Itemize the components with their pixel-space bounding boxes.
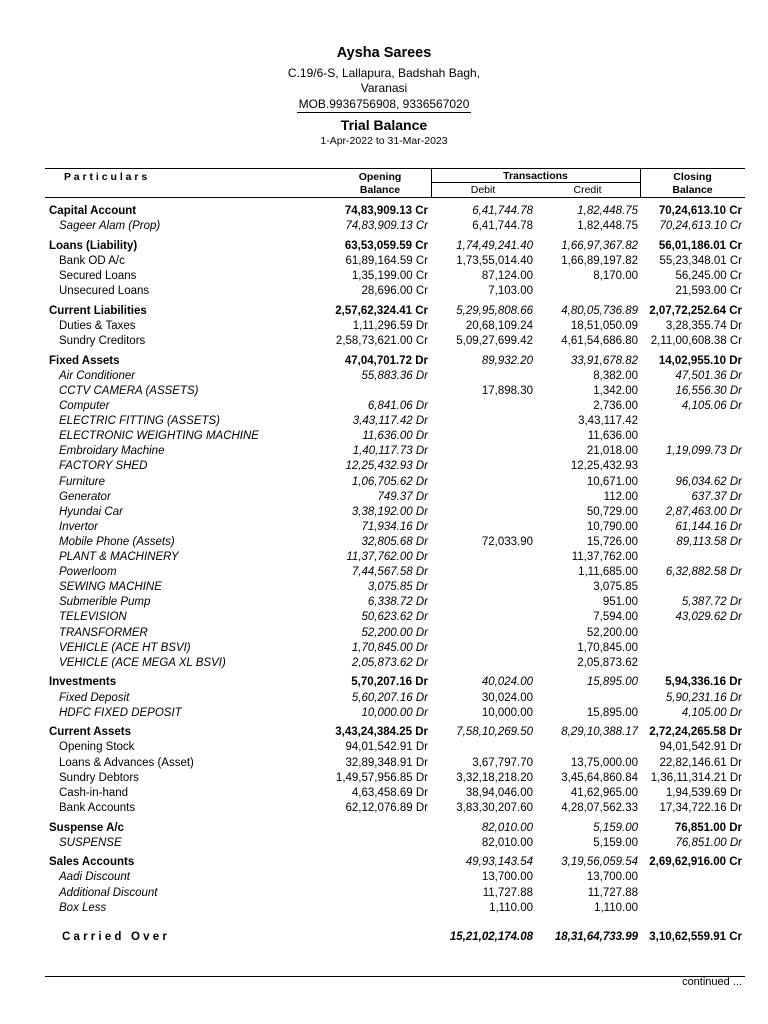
debit-amount: 1,73,55,014.40 <box>456 254 533 267</box>
opening-balance: 1,70,845.00 Dr <box>351 641 428 654</box>
closing-balance: 6,32,882.58 Dr <box>665 566 742 579</box>
report-period: 1-Apr-2022 to 31-Mar-2023 <box>320 135 448 147</box>
opening-balance: 1,40,117.73 Dr <box>352 445 428 458</box>
credit-amount: 50,729.00 <box>586 505 638 518</box>
credit-amount: 3,43,117.42 <box>578 415 638 428</box>
closing-balance: 2,69,62,916.00 Cr <box>649 856 742 869</box>
ledger-label: VEHICLE (ACE MEGA XL BSVI) <box>59 656 226 669</box>
ledger-label: Bank Accounts <box>59 801 136 814</box>
ledger-label: CCTV CAMERA (ASSETS) <box>59 384 199 397</box>
credit-amount: 951.00 <box>602 596 638 609</box>
credit-amount: 13,700.00 <box>586 871 638 884</box>
credit-amount: 1,66,97,367.82 <box>561 239 638 252</box>
opening-balance: 12,25,432.93 Dr <box>345 460 428 473</box>
ledger-label: ELECTRONIC WEIGHTING MACHINE <box>59 430 259 443</box>
opening-balance-header: Balance <box>359 184 401 196</box>
opening-balance: 62,12,076.89 Dr <box>345 801 428 814</box>
opening-balance: 74,83,909.13 Cr <box>345 220 428 233</box>
mobile-wrap <box>0 95 768 113</box>
closing-balance: 16,556.30 Dr <box>675 384 742 397</box>
opening-balance: 1,06,705.62 Dr <box>351 475 428 488</box>
group-label: Current Liabilities <box>49 304 147 317</box>
opening-balance: 2,57,62,324.41 Cr <box>335 304 428 317</box>
ledger-label: Mobile Phone (Assets) <box>59 535 175 548</box>
report-title: Trial Balance <box>340 117 428 133</box>
ledger-label: Computer <box>59 400 110 412</box>
company-name: Aysha Sarees <box>336 45 432 61</box>
address-line-2: Varanasi <box>360 81 408 95</box>
credit-amount: 1,66,89,197.82 <box>561 254 638 267</box>
carried-over-credit: 18,31,64,733.99 <box>554 931 638 943</box>
ledger-label: Cash-in-hand <box>59 786 129 799</box>
opening-balance: 52,200.00 Dr <box>361 626 428 639</box>
closing-balance: 56,245.00 Cr <box>675 270 742 282</box>
group-label: Fixed Assets <box>49 354 120 367</box>
debit-amount: 82,010.00 <box>481 836 533 849</box>
credit-amount: 1,342.00 <box>593 384 638 397</box>
closing-balance: 4,105.00 Dr <box>681 706 742 719</box>
transactions-header: Transactions <box>503 170 568 182</box>
opening-balance: 55,883.36 Dr <box>361 369 428 382</box>
credit-amount: 8,29,10,388.17 <box>561 726 638 739</box>
opening-balance: 50,623.62 Dr <box>361 611 428 624</box>
group-label: Investments <box>49 676 117 689</box>
ledger-label: HDFC FIXED DEPOSIT <box>59 706 182 719</box>
ledger-label: Generator <box>59 490 111 503</box>
ledger-label: Sageer Alam (Prop) <box>59 220 161 233</box>
debit-amount: 7,58,10,269.50 <box>456 726 533 739</box>
ledger-label: Secured Loans <box>59 270 137 282</box>
closing-balance: 96,034.62 Dr <box>675 475 742 488</box>
opening-header: Opening <box>358 171 402 183</box>
credit-amount: 3,19,56,059.54 <box>561 856 638 869</box>
debit-amount: 5,29,95,808.66 <box>456 304 533 317</box>
footer-rule <box>45 976 745 977</box>
ledger-label: Furniture <box>59 475 106 488</box>
closing-balance: 47,501.36 Dr <box>675 369 742 382</box>
continued-note: continued ... <box>682 976 742 988</box>
ledger-label: Aadi Discount <box>59 871 130 884</box>
debit-amount: 10,000.00 <box>481 706 533 719</box>
closing-balance: 637.37 Dr <box>691 490 742 503</box>
credit-amount: 1,11,685.00 <box>578 566 638 579</box>
opening-balance: 749.37 Dr <box>377 490 428 503</box>
credit-amount: 4,80,05,736.89 <box>561 304 638 317</box>
opening-balance: 2,58,73,621.00 Cr <box>335 335 428 347</box>
credit-amount: 3,075.85 <box>593 581 638 594</box>
ledger-label: Embroidary Machine <box>59 445 165 458</box>
debit-amount: 87,124.00 <box>481 270 533 282</box>
opening-balance: 94,01,542.91 Dr <box>345 741 428 754</box>
opening-balance: 32,89,348.91 Dr <box>345 756 428 769</box>
credit-amount: 4,61,54,686.80 <box>561 335 638 347</box>
closing-balance: 2,72,24,265.58 Dr <box>649 726 742 739</box>
opening-balance: 3,38,192.00 Dr <box>351 505 428 518</box>
credit-amount: 41,62,965.00 <box>570 786 638 799</box>
debit-amount: 20,68,109.24 <box>465 319 533 332</box>
closing-balance: 1,36,11,314.21 Dr <box>650 771 742 784</box>
credit-amount: 33,91,678.82 <box>570 354 638 367</box>
ledger-label: TRANSFORMER <box>59 626 148 639</box>
credit-amount: 18,51,050.09 <box>570 319 638 332</box>
debit-amount: 1,110.00 <box>489 901 533 914</box>
ledger-label: FACTORY SHED <box>59 460 148 473</box>
address-line-1: C.19/6-S, Lallapura, Badshah Bagh, <box>287 66 481 80</box>
closing-balance: 61,144.16 Dr <box>675 520 742 533</box>
ledger-label: Sundry Debtors <box>59 771 139 784</box>
closing-balance: 2,87,463.00 Dr <box>665 505 742 518</box>
closing-balance: 2,11,00,608.38 Cr <box>650 335 742 347</box>
credit-amount: 1,82,448.75 <box>577 205 638 217</box>
closing-balance-header: Balance <box>672 184 713 196</box>
opening-balance: 6,338.72 Dr <box>367 596 428 609</box>
debit-amount: 89,932.20 <box>481 354 533 367</box>
credit-header: Credit <box>573 184 602 196</box>
opening-balance: 1,35,199.00 Cr <box>351 270 428 282</box>
header-bottom-rule <box>45 197 745 198</box>
ledger-label: Air Conditioner <box>59 369 136 382</box>
opening-balance: 2,05,873.62 Dr <box>351 656 428 669</box>
ledger-label: VEHICLE (ACE HT BSVI) <box>59 641 191 654</box>
credit-amount: 21,018.00 <box>586 445 638 458</box>
opening-balance: 71,934.16 Dr <box>361 520 428 533</box>
credit-amount: 4,28,07,562.33 <box>561 801 638 814</box>
closing-balance: 21,593.00 Cr <box>675 285 742 298</box>
debit-amount: 7,103.00 <box>488 285 533 298</box>
credit-amount: 10,671.00 <box>586 475 638 488</box>
credit-amount: 5,159.00 <box>593 821 638 834</box>
ledger-label: Opening Stock <box>59 741 135 754</box>
debit-amount: 30,024.00 <box>481 691 533 704</box>
credit-amount: 10,790.00 <box>586 520 638 533</box>
debit-amount: 3,32,18,218.20 <box>456 771 533 784</box>
credit-amount: 52,200.00 <box>586 626 638 639</box>
credit-amount: 15,895.00 <box>586 676 638 689</box>
credit-amount: 15,895.00 <box>586 706 638 719</box>
credit-amount: 8,170.00 <box>593 270 638 282</box>
closing-balance: 55,23,348.01 Cr <box>659 254 742 267</box>
particulars-header: P a r t i c u l a r s <box>64 171 148 183</box>
credit-amount: 2,736.00 <box>593 400 638 412</box>
debit-amount: 49,93,143.54 <box>465 856 533 869</box>
credit-amount: 2,05,873.62 <box>577 656 638 669</box>
credit-amount: 112.00 <box>603 490 638 503</box>
opening-balance: 1,11,296.59 Dr <box>352 319 428 332</box>
opening-balance: 4,63,458.69 Dr <box>351 786 428 799</box>
closing-balance: 89,113.58 Dr <box>676 535 742 548</box>
closing-balance: 5,90,231.16 Dr <box>665 691 742 704</box>
opening-balance: 28,696.00 Cr <box>361 285 428 298</box>
opening-balance: 32,805.68 Dr <box>361 535 428 548</box>
ledger-label: Submerible Pump <box>59 596 151 609</box>
debit-amount: 5,09,27,699.42 <box>456 335 533 347</box>
closing-balance: 5,94,336.16 Dr <box>665 676 742 689</box>
closing-balance: 4,105.06 Dr <box>681 400 742 412</box>
opening-balance: 11,636.00 Dr <box>362 430 428 443</box>
closing-header: Closing <box>673 171 712 183</box>
debit-amount: 3,67,797.70 <box>472 756 533 769</box>
opening-balance: 3,43,24,384.25 Dr <box>335 726 428 739</box>
closing-balance: 94,01,542.91 Dr <box>659 741 742 754</box>
closing-balance: 56,01,186.01 Cr <box>658 239 742 252</box>
credit-amount: 11,636.00 <box>587 430 638 443</box>
closing-balance: 1,94,539.69 Dr <box>665 786 742 799</box>
closing-balance: 1,19,099.73 Dr <box>665 445 742 458</box>
debit-amount: 6,41,744.78 <box>472 220 533 233</box>
closing-balance: 3,28,355.74 Dr <box>665 319 742 332</box>
ledger-label: SEWING MACHINE <box>59 581 162 594</box>
debit-amount: 72,033.90 <box>481 535 533 548</box>
debit-amount: 17,898.30 <box>481 384 533 397</box>
ledger-label: ELECTRIC FITTING (ASSETS) <box>59 415 221 428</box>
opening-balance: 63,53,059.59 Cr <box>344 239 428 252</box>
opening-balance: 3,43,117.42 Dr <box>352 415 428 428</box>
debit-amount: 38,94,046.00 <box>465 786 533 799</box>
credit-amount: 1,70,845.00 <box>577 641 638 654</box>
credit-amount: 5,159.00 <box>593 836 638 849</box>
opening-balance: 11,37,762.00 Dr <box>346 551 428 563</box>
opening-balance: 1,49,57,956.85 Dr <box>335 771 428 784</box>
credit-amount: 12,25,432.93 <box>570 460 638 473</box>
ledger-label: Unsecured Loans <box>59 285 150 298</box>
ledger-label: TELEVISION <box>59 611 127 624</box>
closing-balance: 70,24,613.10 Cr <box>658 205 742 217</box>
ledger-label: Box Less <box>59 901 107 914</box>
opening-balance: 7,44,567.58 Dr <box>351 566 428 579</box>
group-label: Capital Account <box>49 205 137 217</box>
opening-balance: 5,60,207.16 Dr <box>351 691 428 704</box>
debit-amount: 11,727.88 <box>482 886 533 899</box>
debit-amount: 1,74,49,241.40 <box>456 239 533 252</box>
credit-amount: 11,727.88 <box>587 886 638 899</box>
debit-amount: 13,700.00 <box>481 871 533 884</box>
ledger-label: Loans & Advances (Asset) <box>59 756 194 769</box>
ledger-label: Sundry Creditors <box>59 335 146 347</box>
debit-amount: 3,83,30,207.60 <box>456 801 533 814</box>
closing-balance: 43,029.62 Dr <box>675 611 742 624</box>
ledger-label: Hyundai Car <box>59 505 123 518</box>
closing-balance: 14,02,955.10 Dr <box>658 354 742 367</box>
opening-balance: 3,075.85 Dr <box>367 581 428 594</box>
group-label: Suspense A/c <box>49 821 124 834</box>
transactions-rule <box>431 182 640 183</box>
mobile-numbers: MOB.9936756908, 9336567020 <box>298 97 470 111</box>
ledger-label: SUSPENSE <box>59 836 122 849</box>
debit-amount: 40,024.00 <box>481 676 533 689</box>
closing-balance: 5,387.72 Dr <box>681 596 742 609</box>
debit-amount: 6,41,744.78 <box>472 205 533 217</box>
credit-amount: 7,594.00 <box>593 611 638 624</box>
group-label: Loans (Liability) <box>49 239 138 252</box>
ledger-label: Bank OD A/c <box>59 254 125 267</box>
closing-balance: 76,851.00 Dr <box>674 821 742 834</box>
group-label: Current Assets <box>49 726 132 739</box>
closing-balance: 17,34,722.16 Dr <box>659 801 742 814</box>
ledger-label: PLANT & MACHINERY <box>59 551 179 563</box>
opening-balance: 5,70,207.16 Dr <box>351 676 428 689</box>
opening-balance: 74,83,909.13 Cr <box>344 205 428 217</box>
credit-amount: 15,726.00 <box>586 535 638 548</box>
credit-amount: 1,110.00 <box>594 901 638 914</box>
closing-balance: 22,82,146.61 Dr <box>659 756 742 769</box>
credit-amount: 3,45,64,860.84 <box>561 771 638 784</box>
ledger-label: Duties & Taxes <box>59 319 136 332</box>
opening-balance: 61,89,164.59 Cr <box>345 254 428 267</box>
carried-over-label: C a r r i e d O v e r <box>62 931 167 943</box>
credit-amount: 1,82,448.75 <box>577 220 638 233</box>
closing-balance: 76,851.00 Dr <box>675 836 742 849</box>
credit-amount: 13,75,000.00 <box>570 756 638 769</box>
opening-balance: 47,04,701.72 Dr <box>344 354 428 367</box>
closing-balance: 70,24,613.10 Cr <box>659 220 742 233</box>
closing-balance: 2,07,72,252.64 Cr <box>649 304 742 317</box>
debit-amount: 82,010.00 <box>481 821 533 834</box>
group-label: Sales Accounts <box>49 856 135 869</box>
ledger-label: Additional Discount <box>59 886 158 899</box>
ledger-label: Fixed Deposit <box>59 691 130 704</box>
debit-header: Debit <box>470 184 496 196</box>
opening-balance: 10,000.00 Dr <box>361 706 428 719</box>
opening-balance: 6,841.06 Dr <box>367 400 428 412</box>
credit-amount: 8,382.00 <box>593 369 638 382</box>
credit-amount: 11,37,762.00 <box>571 551 638 563</box>
carried-over-debit: 15,21,02,174.08 <box>449 931 533 943</box>
carried-over-closing: 3,10,62,559.91 Cr <box>649 931 742 943</box>
ledger-label: Powerloom <box>59 566 117 579</box>
ledger-label: Invertor <box>59 520 98 533</box>
